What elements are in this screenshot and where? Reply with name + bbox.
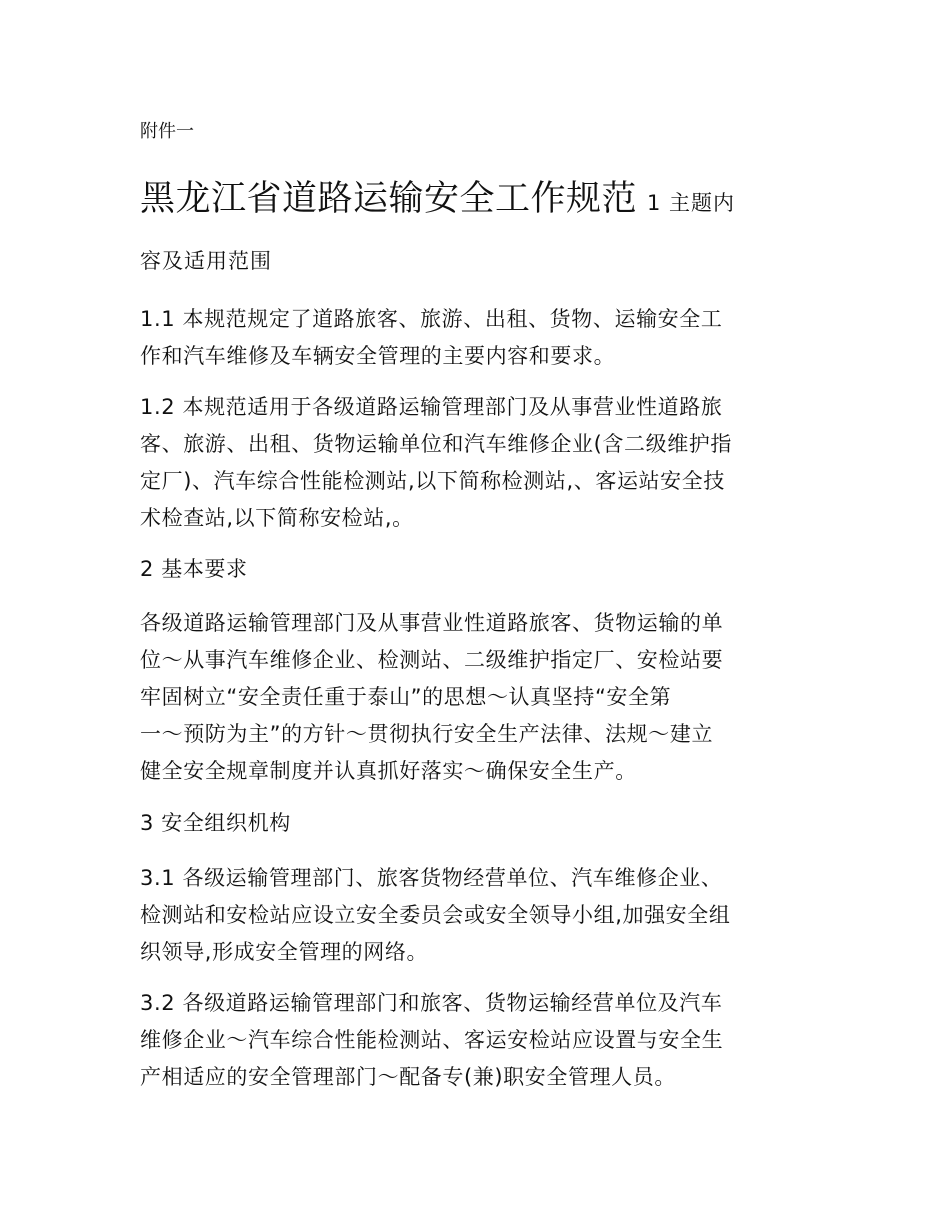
text-line: 术检查站,以下简称安检站,。 <box>140 506 414 530</box>
text-line: 2 基本要求 <box>140 557 248 581</box>
text-line: 健全安全规章制度并认真抓好落实～确保安全生产。 <box>140 759 637 783</box>
section-2-heading <box>140 551 820 588</box>
paragraph-1-1 <box>140 301 820 375</box>
text-line: 3.1 各级运输管理部门、旅客货物经营单位、汽车维修企业、 <box>140 866 723 890</box>
text-line: 各级道路运输管理部门及从事营业性道路旅客、货物运输的单 <box>140 611 724 635</box>
text-line: 3 安全组织机构 <box>140 811 291 835</box>
section-3-heading <box>140 805 820 842</box>
section-1-heading-end: 容及适用范围 <box>140 249 272 273</box>
text-line: 位～从事汽车维修企业、检测站、二级维护指定厂、安检站要 <box>140 648 724 672</box>
text-line: 客、旅游、出租、货物运输单位和汽车维修企业(含二级维护指 <box>140 432 732 456</box>
text-line: 3.2 各级道路运输管理部门和旅客、货物运输经营单位及汽车 <box>140 991 723 1015</box>
text-line: 产相适应的安全管理部门～配备专(兼)职安全管理人员。 <box>140 1065 676 1089</box>
text-line: 作和汽车维修及车辆安全管理的主要内容和要求。 <box>140 344 616 368</box>
section-1-heading-start: 1 主题内 <box>647 191 736 215</box>
paragraph-3-1 <box>140 860 820 971</box>
paragraph-2 <box>140 605 820 790</box>
document-title: 黑龙江省道路运输安全工作规范 <box>140 179 638 219</box>
text-line: 维修企业～汽车综合性能检测站、客运安检站应设置与安全生 <box>140 1028 724 1052</box>
text-line: 牢固树立“安全责任重于泰山”的思想～认真坚持“安全第 <box>140 685 672 709</box>
text-line: 1.2 本规范适用于各级道路运输管理部门及从事营业性道路旅 <box>140 395 723 419</box>
paragraph-1-2 <box>140 389 820 537</box>
document-title-line <box>140 174 735 230</box>
text-line: 织领导,形成安全管理的网络。 <box>140 940 429 964</box>
text-line: 1.1 本规范规定了道路旅客、旅游、出租、货物、运输安全工 <box>140 307 723 331</box>
attachment-label: 附件一 <box>140 121 194 142</box>
paragraph-3-2 <box>140 985 820 1096</box>
text-line: 检测站和安检站应设立安全委员会或安全领导小组,加强安全组 <box>140 903 731 927</box>
text-line: 一～预防为主”的方针～贯彻执行安全生产法律、法规～建立 <box>140 722 714 746</box>
text-line: 定厂)、汽车综合性能检测站,以下简称检测站,、客运站安全技 <box>140 469 725 493</box>
